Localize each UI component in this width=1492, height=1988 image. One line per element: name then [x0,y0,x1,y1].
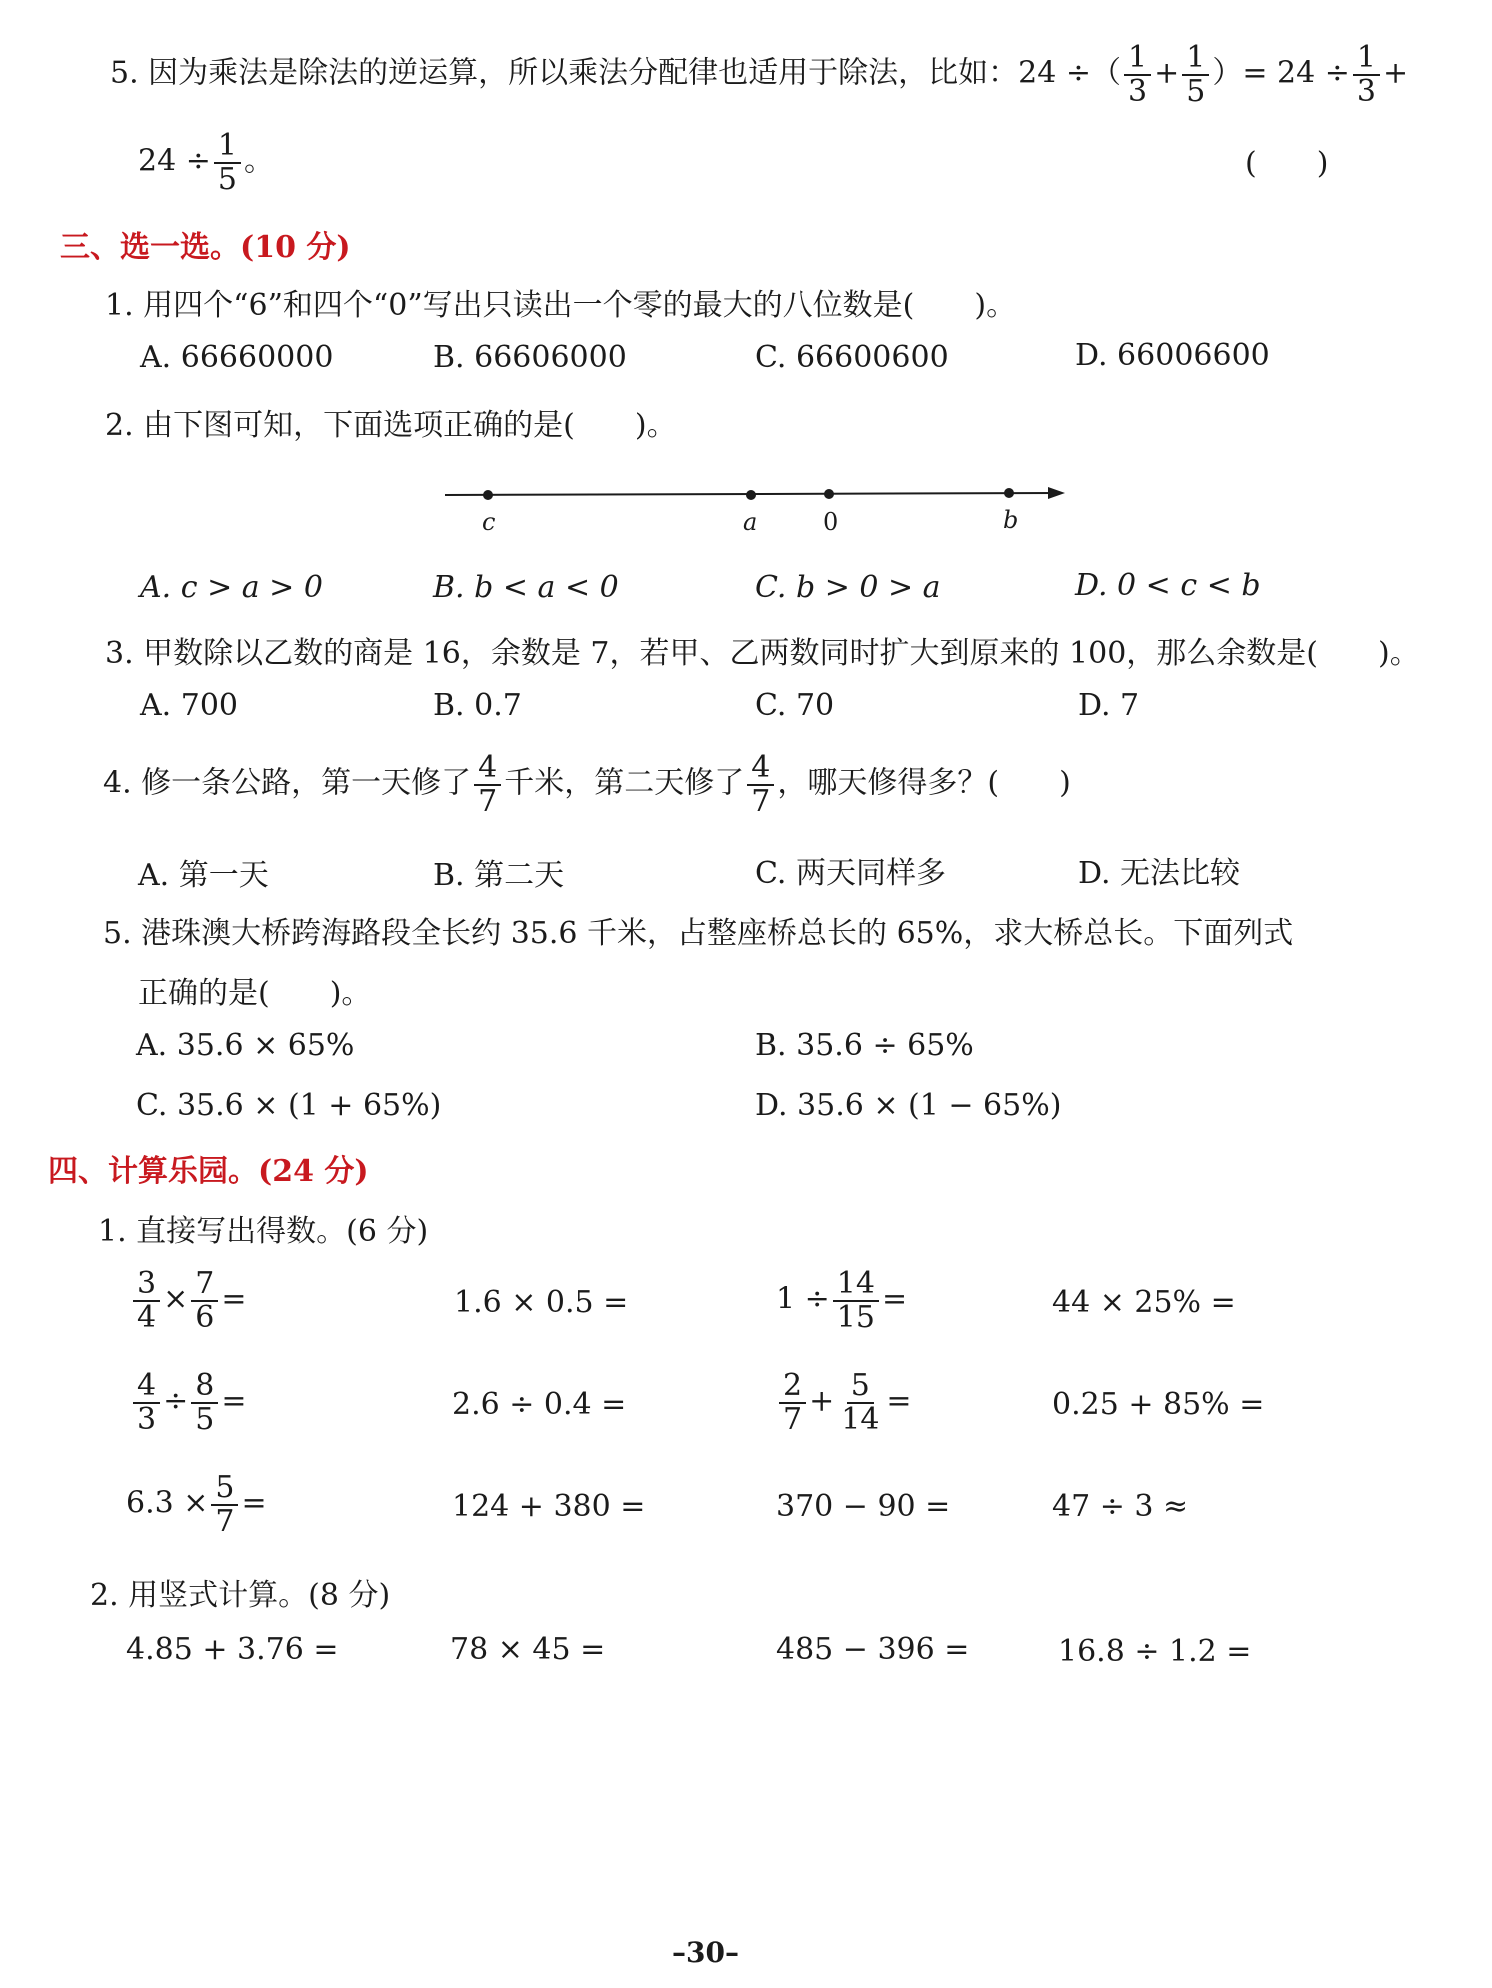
calc-r3c2: 124 + 380 = [452,1489,646,1524]
s3-q3-option-c[interactable]: C. 70 [755,688,835,723]
section4-title: 四、计算乐园。(24 分) [48,1154,369,1189]
calc-r3c4: 47 ÷ 3 ≈ [1052,1489,1189,1524]
s4-sub2-title: 2. 用竖式计算。(8 分) [90,1578,391,1613]
calc-r2c3: $\frac{2}{7}$ + $\frac{5}{14}$ = [776,1370,912,1435]
judge-q5-line1: 5. 因为乘法是除法的逆运算，所以乘法分配律也适用于除法，比如：24 ÷（ $\frac{1}{3}$ + $\frac{1}{5}$ ）= 24 ÷ $\frac{1}{3}$ + [110,40,1409,109]
vertical-calc-3: 485 − 396 = [776,1632,970,1667]
calc-r1c2: 1.6 × 0.5 = [454,1285,629,1320]
s3-q5-stem-line2: 正确的是( )。 [138,976,372,1011]
s3-q2-stem: 2. 由下图可知，下面选项正确的是( )。 [105,408,677,443]
label-zero: 0 [823,508,839,536]
s3-q4-option-c[interactable]: C. 两天同样多 [755,856,946,891]
point-b [1004,488,1014,498]
point-zero [824,489,834,499]
fraction: $\frac{1}{5}$ [214,130,241,195]
s3-q4-option-d[interactable]: D. 无法比较 [1078,856,1241,891]
judge-q5-line2: 24 ÷ $\frac{1}{5}$ 。 [138,128,274,197]
point-a [746,490,756,500]
fraction: $\frac{4}{7}$ [474,752,501,817]
s3-q1-option-d[interactable]: D. 66006600 [1075,338,1270,373]
s3-q5-option-d[interactable]: D. 35.6 × (1 − 65%) [755,1088,1062,1123]
s3-q3-option-a[interactable]: A. 700 [140,688,238,723]
label-c: c [482,508,496,536]
s3-q5-option-c[interactable]: C. 35.6 × (1 + 65%) [136,1088,442,1123]
page-number: –30– [672,1936,739,1969]
calc-r1c4: 44 × 25% = [1052,1285,1236,1320]
s3-q5-stem-line1: 5. 港珠澳大桥跨海路段全长约 35.6 千米，占整座桥总长的 65%，求大桥总长。下面列式 [103,916,1294,951]
fraction: $\frac{1}{3}$ [1353,42,1380,107]
vertical-calc-1: 4.85 + 3.76 = [126,1632,339,1667]
s3-q5-option-a[interactable]: A. 35.6 × 65% [136,1028,355,1063]
vertical-calc-4: 16.8 ÷ 1.2 = [1058,1634,1252,1669]
s3-q3-option-b[interactable]: B. 0.7 [433,688,522,723]
answer-paren[interactable]: ( ) [1245,146,1329,181]
s3-q1-option-b[interactable]: B. 66606000 [433,340,627,375]
label-a: a [743,508,758,536]
calc-r3c1: 6.3 × $\frac{5}{7}$ = [126,1470,267,1539]
fraction: $\frac{1}{3}$ [1124,42,1151,107]
label-b: b [1003,506,1019,534]
calc-r1c3: 1 ÷ $\frac{14}{15}$ = [776,1266,908,1335]
s3-q1-stem: 1. 用四个“6”和四个“0”写出只读出一个零的最大的八位数是( )。 [105,288,1017,323]
s3-q1-option-a[interactable]: A. 66660000 [140,340,334,375]
s3-q4-stem: 4. 修一条公路，第一天修了 $\frac{4}{7}$ 千米，第二天修了 $\frac{4}{7}$ ，哪天修得多？( ) [103,750,1071,819]
section3-title: 三、选一选。(10 分) [60,230,351,265]
vertical-calc-2: 78 × 45 = [450,1632,606,1667]
s3-q5-option-b[interactable]: B. 35.6 ÷ 65% [755,1028,974,1063]
judge-q5-text: 5. 因为乘法是除法的逆运算，所以乘法分配律也适用于除法，比如：24 ÷（ [110,55,1122,91]
calc-r2c4: 0.25 + 85% = [1052,1387,1265,1422]
arrow-head-icon [1048,487,1065,499]
point-c [483,490,493,500]
s4-sub1-title: 1. 直接写出得数。(6 分) [98,1214,429,1249]
s3-q3-stem: 3. 甲数除以乙数的商是 16，余数是 7，若甲、乙两数同时扩大到原来的 100，那么余数是( )。 [105,636,1420,671]
s3-q2-option-b[interactable]: B. b < a < 0 [433,570,619,605]
s3-q2-option-a[interactable]: A. c > a > 0 [140,570,323,605]
calc-r2c2: 2.6 ÷ 0.4 = [452,1387,627,1422]
s3-q4-option-b[interactable]: B. 第二天 [433,858,565,893]
s3-q2-option-c[interactable]: C. b > 0 > a [755,570,941,605]
s3-q4-option-a[interactable]: A. 第一天 [138,858,269,893]
s3-q2-option-d[interactable]: D. 0 < c < b [1075,568,1261,603]
fraction: $\frac{4}{7}$ [747,752,774,817]
calc-r1c1: $\frac{3}{4}$ × $\frac{7}{6}$ = [130,1268,246,1333]
s3-q1-option-c[interactable]: C. 66600600 [755,340,949,375]
s3-q3-option-d[interactable]: D. 7 [1078,688,1140,723]
fraction: $\frac{1}{5}$ [1182,42,1209,107]
number-line [440,475,1080,545]
calc-r2c1: $\frac{4}{3}$ ÷ $\frac{8}{5}$ = [130,1370,246,1435]
calc-r3c3: 370 − 90 = [776,1489,951,1524]
